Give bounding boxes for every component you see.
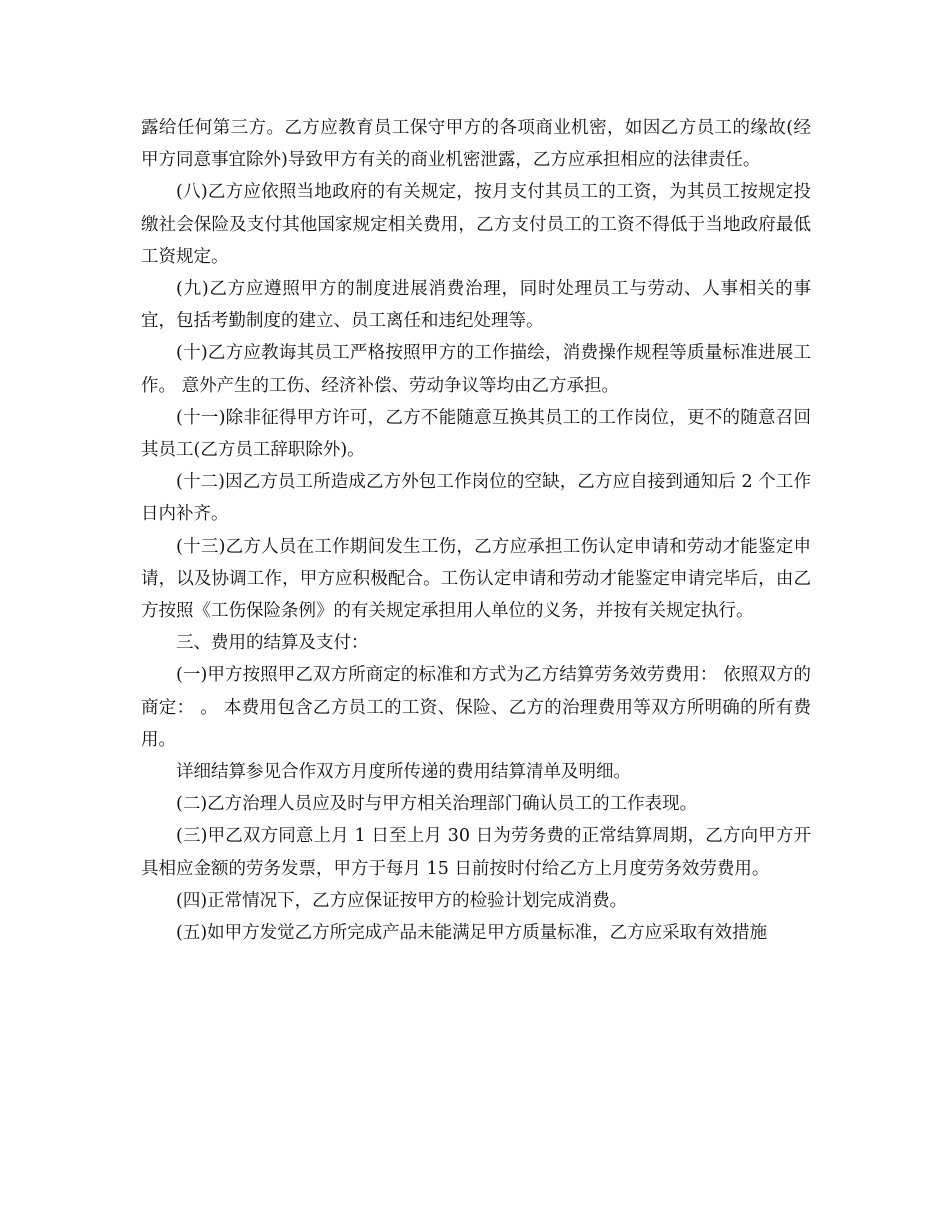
section-heading-fees: 三、费用的结算及支付： [176,633,369,654]
paragraph-clause-12: (十二)因乙方员工所造成乙方外包工作岗位的空缺，乙方应自接到通知后 2 个工作日内补齐。 [141,472,811,525]
paragraph-fee-5: (五)如甲方发觉乙方所完成产品未能满足甲方质量标准，乙方应采取有效措施 [176,923,768,944]
paragraph-clause-11: (十一)除非征得甲方许可，乙方不能随意互换其员工的工作岗位，更不的随意召回其员工(乙方员工辞职除外)。 [141,407,811,461]
paragraph-clause-10: (十)乙方应教诲其员工严格按照甲方的工作描绘，消费操作规程等质量标准进展工作。 意外产生的工伤、经济补偿、劳动争议等均由乙方承担。 [141,343,811,396]
paragraph-clause-9: (九)乙方应遵照甲方的制度进展消费治理，同时处理员工与劳动、人事相关的事宜，包括考勤制度的建立、员工离任和违纪处理等。 [141,279,811,332]
paragraph-confidentiality-cont: 露给任何第三方。乙方应教育员工保守甲方的各项商业机密，如因乙方员工的缘故(经甲方同意事宜除外)导致甲方有关的商业机密泄露，乙方应承担相应的法律责任。 [141,118,811,171]
document-body [141,112,811,949]
paragraph-fee-details: 详细结算参见合作双方月度所传递的费用结算清单及明细。 [176,762,631,783]
paragraph-fee-2: (二)乙方治理人员应及时与甲方相关治理部门确认员工的工作表现。 [176,794,698,815]
paragraph-fee-3: (三)甲乙双方同意上月 1 日至上月 30 日为劳务费的正常结算周期，乙方向甲方开具相应金额的劳务发票，甲方于每月 15 日前按时付给乙方上月度劳务效劳费用。 [141,826,811,879]
paragraph-clause-13: (十三)乙方人员在工作期间发生工伤，乙方应承担工伤认定申请和劳动才能鉴定申请，以及协调工作，甲方应积极配合。工伤认定申请和劳动才能鉴定申请完毕后，由乙方按照《工伤保险条例》的有关规定承担用人单位的义务，并按有关规定执行。 [141,536,811,622]
paragraph-fee-1: (一)甲方按照甲乙双方所商定的标准和方式为乙方结算劳务效劳费用： 依照双方的商定： 。 本费用包含乙方员工的工资、保险、乙方的治理费用等双方所明确的所有费用。 [141,665,811,750]
paragraph-fee-4: (四)正常情况下，乙方应保证按甲方的检验计划完成消费。 [176,890,628,911]
paragraph-clause-8: (八)乙方应依照当地政府的有关规定，按月支付其员工的工资，为其员工按规定投缴社会保险及支付其他国家规定相关费用，乙方支付员工的工资不得低于当地政府最低工资规定。 [141,182,811,267]
